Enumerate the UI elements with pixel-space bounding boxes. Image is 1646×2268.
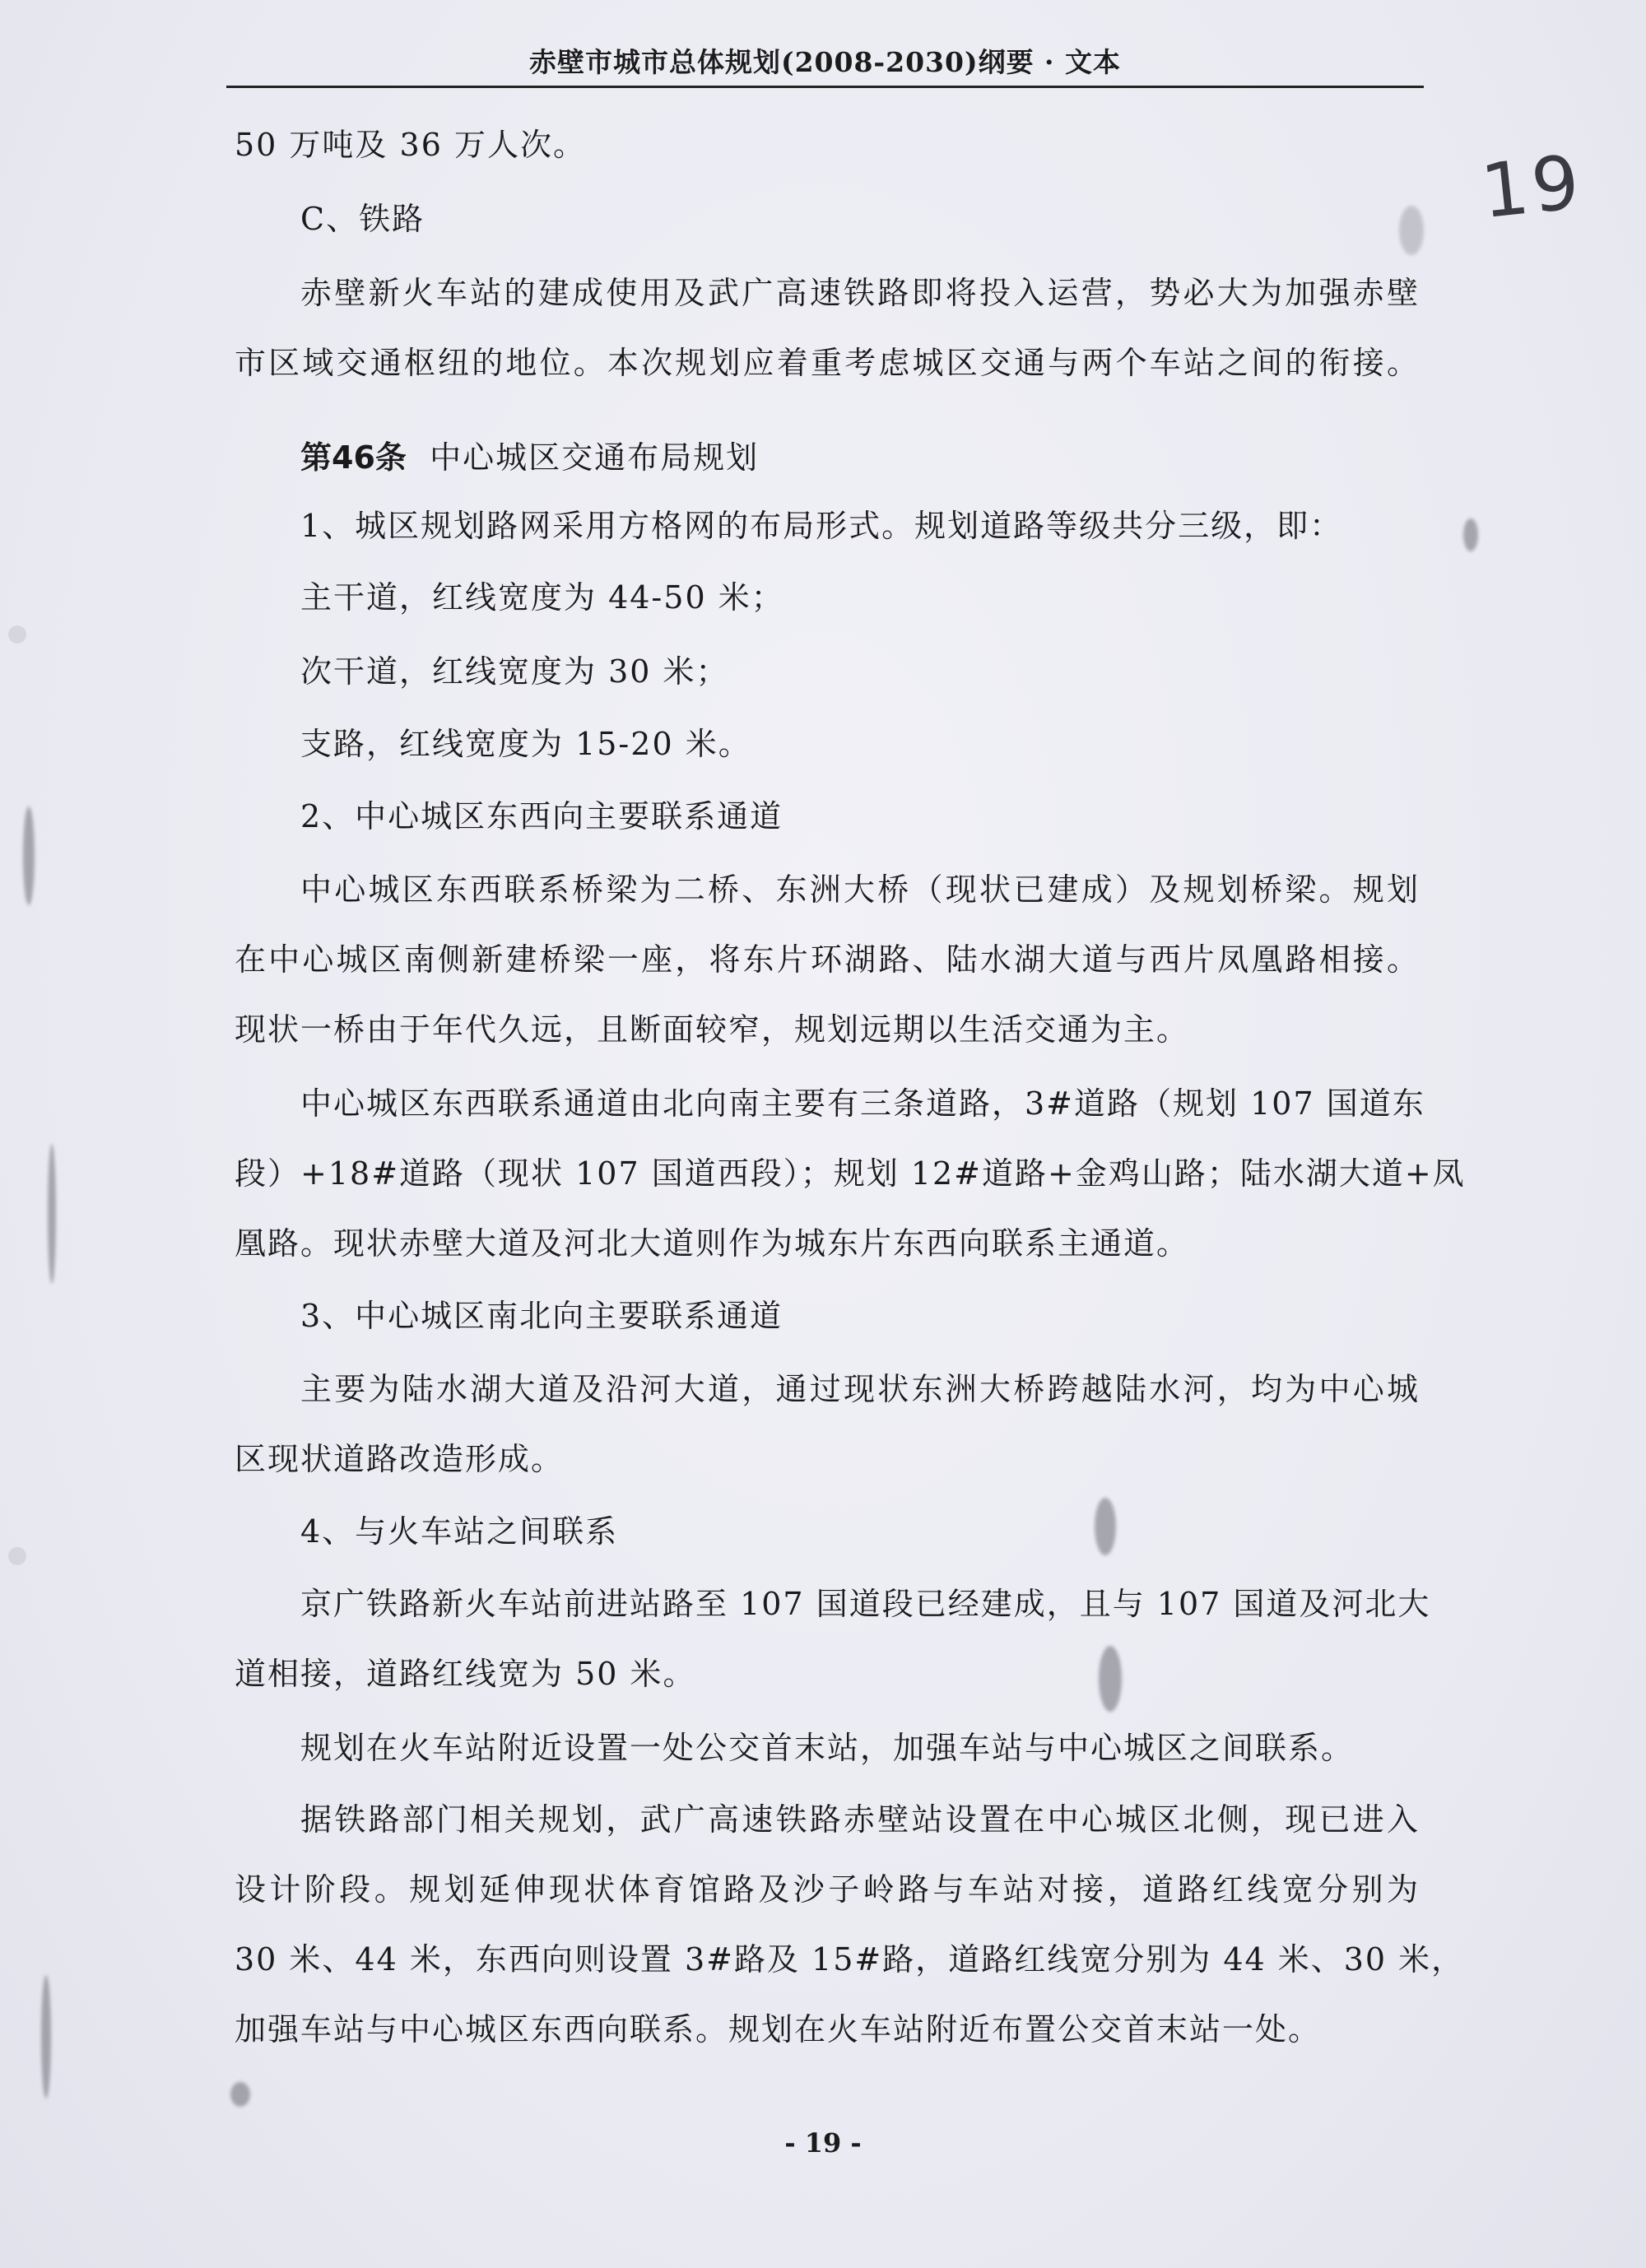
article-heading xyxy=(235,436,1420,479)
article-title: 中心城区交通布局规划 xyxy=(430,439,760,476)
section-heading: 3、中心城区南北向主要联系通道 xyxy=(300,1298,783,1334)
scan-smudge xyxy=(1095,1498,1116,1555)
paragraph-line: 中心城区东西联系桥梁为二桥、东洲大桥（现状已建成）及规划桥梁。规划 xyxy=(300,871,1420,908)
paragraph-line: 凰路。现状赤壁大道及河北大道则作为城东片东西向联系主通道。 xyxy=(235,1225,1190,1262)
paragraph-line: 中心城区东西联系通道由北向南主要有三条道路，3#道路（规划 107 国道东 xyxy=(300,1085,1425,1122)
paragraph-line: 30 米、44 米，东西向则设置 3#路及 15#路，道路红线宽分别为 44 米、30 米， xyxy=(235,1941,1465,1978)
paragraph-line: 据铁路部门相关规划，武广高速铁路赤壁站设置在中心城区北侧，现已进入 xyxy=(300,1801,1420,1838)
paragraph-line: 区现状道路改造形成。 xyxy=(235,1441,565,1477)
header-rule xyxy=(226,86,1424,88)
punch-hole xyxy=(8,625,26,644)
scan-smudge xyxy=(1463,518,1478,551)
paragraph-line: 加强车站与中心城区东西向联系。规划在火车站附近布置公交首末站一处。 xyxy=(235,2011,1322,2047)
paragraph-line: 规划在火车站附近设置一处公交首末站，加强车站与中心城区之间联系。 xyxy=(300,1730,1355,1766)
paragraph-line: 设计阶段。规划延伸现状体育馆路及沙子岭路与车站对接，道路红线宽分别为 xyxy=(235,1871,1420,1908)
paragraph-line: 市区域交通枢纽的地位。本次规划应着重考虑城区交通与两个车站之间的衔接。 xyxy=(235,345,1420,381)
paragraph-line: 主干道，红线宽度为 44-50 米； xyxy=(300,579,784,616)
paragraph-line: 道相接，道路红线宽为 50 米。 xyxy=(235,1656,696,1692)
paragraph-line: 京广铁路新火车站前进站路至 107 国道段已经建成，且与 107 国道及河北大 xyxy=(300,1586,1431,1622)
handwritten-page-note: 19 xyxy=(1476,138,1587,236)
section-heading: C、铁路 xyxy=(300,201,425,237)
paragraph-line: 赤壁新火车站的建成使用及武广高速铁路即将投入运营，势必大为加强赤壁 xyxy=(300,275,1420,311)
scan-smudge xyxy=(48,1144,56,1284)
paragraph-line: 次干道，红线宽度为 30 米； xyxy=(300,653,729,690)
section-heading: 4、与火车站之间联系 xyxy=(300,1513,619,1550)
section-heading: 2、中心城区东西向主要联系通道 xyxy=(300,798,783,834)
running-header: 赤壁市城市总体规划(2008-2030)纲要 · 文本 xyxy=(528,46,1122,78)
scan-smudge xyxy=(41,1975,51,2098)
scan-smudge xyxy=(1099,1646,1122,1712)
paragraph-line: 段）+18#道路（现状 107 国道西段）；规划 12#道路+金鸡山路；陆水湖大道+凤 xyxy=(235,1155,1466,1192)
paragraph-line: 在中心城区南侧新建桥梁一座，将东片环湖路、陆水湖大道与西片凤凰路相接。 xyxy=(235,941,1420,978)
paragraph-line: 支路，红线宽度为 15-20 米。 xyxy=(300,726,751,762)
paragraph-line: 主要为陆水湖大道及沿河大道，通过现状东洲大桥跨越陆水河，均为中心城 xyxy=(300,1371,1420,1407)
page-number: - 19 - xyxy=(784,2127,862,2159)
scan-smudge xyxy=(23,806,35,905)
scan-smudge xyxy=(230,2082,250,2107)
paragraph-line: 1、城区规划路网采用方格网的布局形式。规划道路等级共分三级，即： xyxy=(300,508,1343,544)
punch-hole xyxy=(8,1547,26,1565)
paragraph-line: 现状一桥由于年代久远，且断面较窄，规划远期以生活交通为主。 xyxy=(235,1011,1190,1048)
scan-smudge xyxy=(1399,206,1424,255)
paragraph-line: 50 万吨及 36 万人次。 xyxy=(235,127,586,163)
article-number: 第46条 xyxy=(300,439,407,476)
